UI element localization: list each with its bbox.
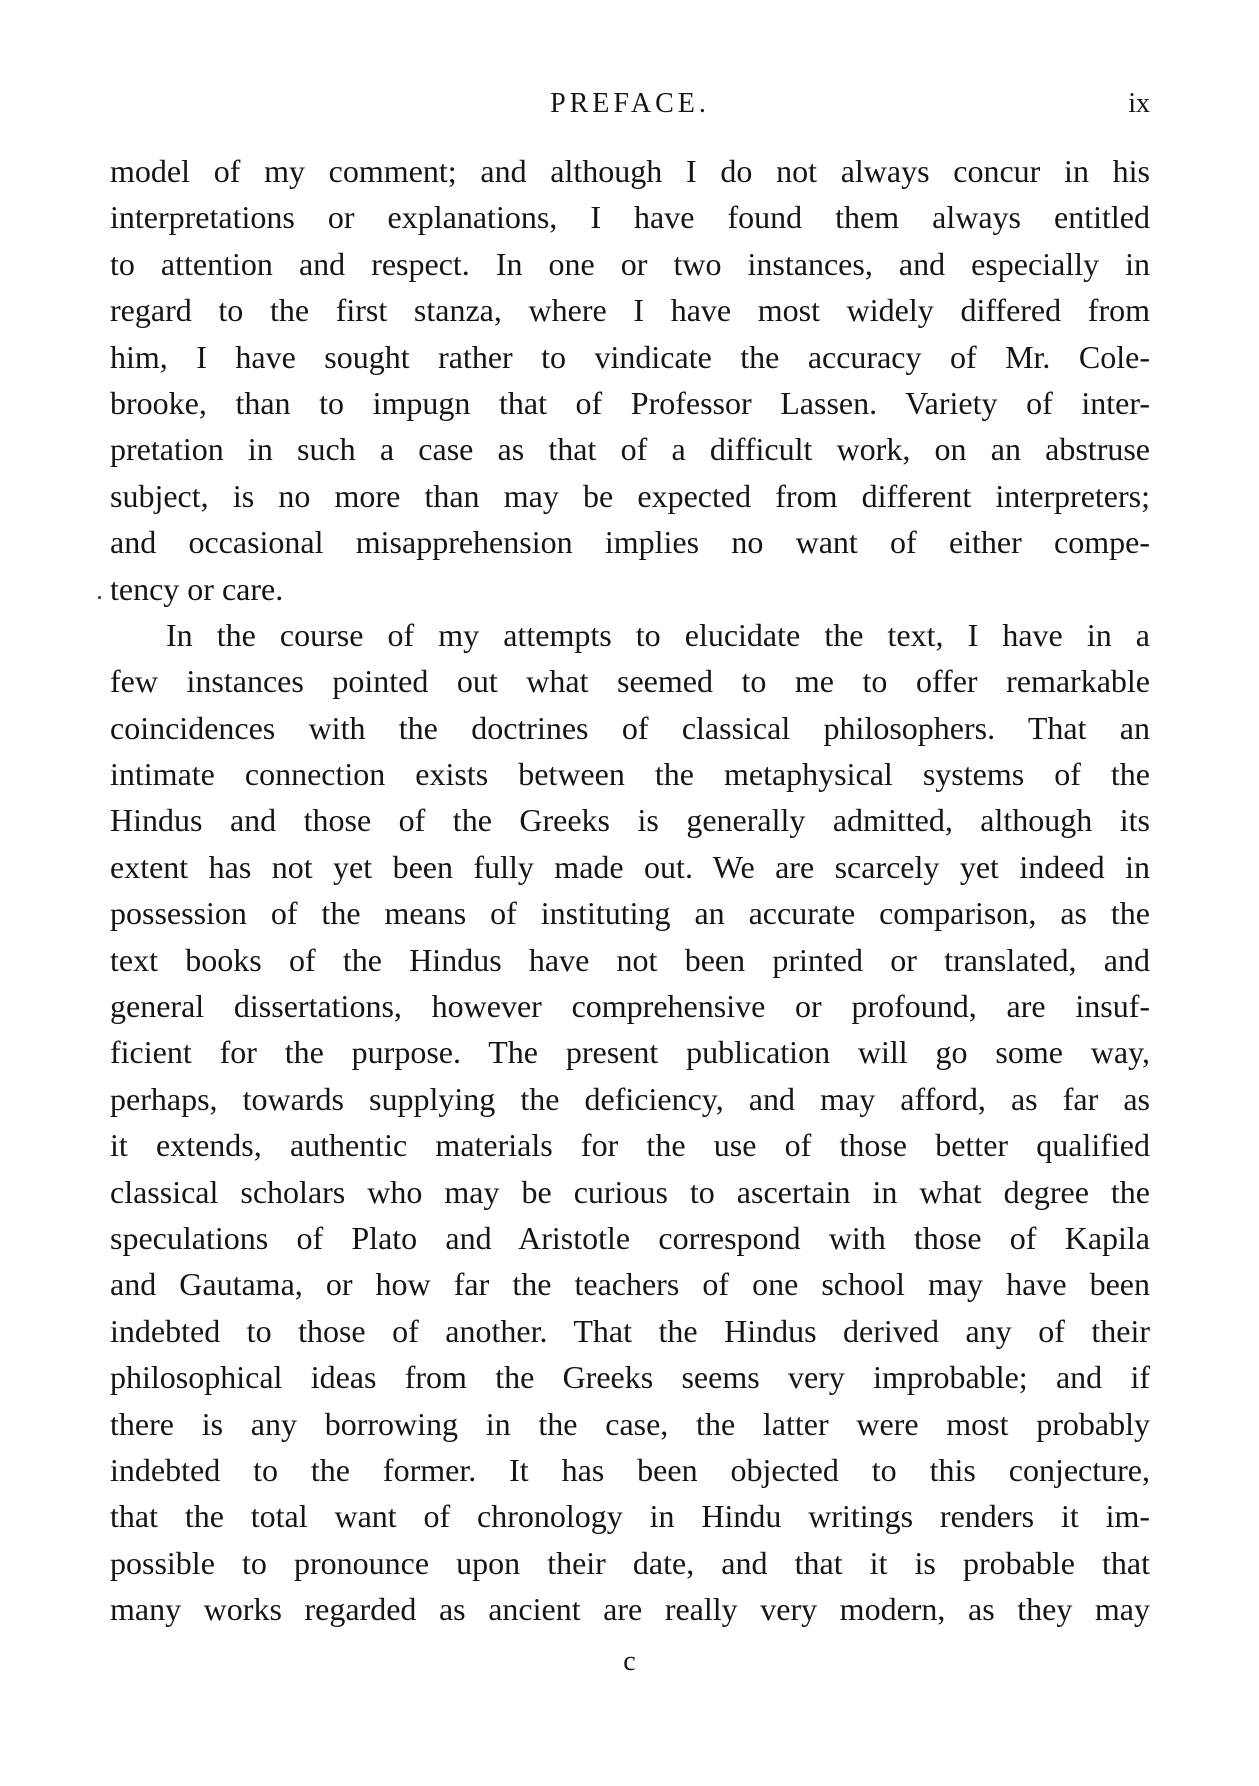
body-text	[110, 148, 1150, 1633]
text-line: that the total want of chronology in Hindu writings renders it im-	[110, 1498, 1150, 1535]
text-line: him, I have sought rather to vindicate the accuracy of Mr. Cole-	[110, 338, 1150, 375]
text-line: Hindus and those of the Greeks is generally admitted, although its	[110, 802, 1150, 839]
text-line: possible to pronounce upon their date, and that it is probable that	[110, 1544, 1150, 1581]
text-line: philosophical ideas from the Greeks seems very improbable; and if	[110, 1359, 1150, 1396]
text-line: interpretations or explanations, I have found them always entitled	[110, 199, 1150, 236]
text-line: In the course of my attempts to elucidate the text, I have in a	[166, 616, 1150, 653]
text-line: indebted to those of another. That the Hindus derived any of their	[110, 1312, 1150, 1349]
text-line: classical scholars who may be curious to ascertain in what degree the	[110, 1173, 1150, 1210]
text-line: text books of the Hindus have not been printed or translated, and	[110, 941, 1150, 978]
text-line: there is any borrowing in the case, the latter were most probably	[110, 1405, 1150, 1442]
text-line: model of my comment; and although I do not always concur in his	[110, 153, 1150, 189]
text-line: perhaps, towards supplying the deficiency, and may afford, as far as	[110, 1080, 1150, 1117]
text-line: speculations of Plato and Aristotle correspond with those of Kapila	[110, 1219, 1150, 1256]
text-line: general dissertations, however comprehensive or profound, are insuf-	[110, 988, 1150, 1025]
text-line: ficient for the purpose. The present publication will go some way,	[110, 1034, 1150, 1071]
text-line: subject, is no more than may be expected from different interpreters;	[110, 477, 1150, 514]
text-line: possession of the means of instituting an accurate comparison, as the	[110, 895, 1150, 932]
paragraph-2	[110, 612, 1150, 1633]
text-line: brooke, than to impugn that of Professor Lassen. Variety of inter-	[110, 384, 1150, 421]
text-line: extent has not yet been fully made out. We are scarcely yet indeed in	[110, 848, 1150, 885]
text-line: pretation in such a case as that of a difficult work, on an abstruse	[110, 431, 1150, 468]
text-line: few instances pointed out what seemed to me to offer remarkable	[110, 663, 1150, 700]
text-line: many works regarded as ancient are really very modern, as they may	[110, 1591, 1150, 1628]
text-line: to attention and respect. In one or two instances, and especially in	[110, 245, 1150, 282]
signature-mark: c	[623, 1646, 636, 1677]
page-number: ix	[1128, 88, 1150, 119]
text-line: it extends, authentic materials for the use of those better qualified	[110, 1127, 1150, 1164]
text-line: tency or care.	[110, 570, 284, 607]
paragraph-1	[110, 148, 1150, 612]
text-line: intimate connection exists between the metaphysical systems of the	[110, 756, 1150, 793]
stray-ink-mark	[98, 596, 101, 599]
text-line: and occasional misapprehension implies no want of either compe-	[110, 524, 1150, 561]
running-title: PREFACE.	[550, 88, 710, 119]
text-line: regard to the first stanza, where I have most widely differed from	[110, 292, 1150, 329]
text-line: and Gautama, or how far the teachers of one school may have been	[110, 1266, 1150, 1303]
text-line: indebted to the former. It has been objected to this conjecture,	[110, 1451, 1150, 1488]
text-line: coincidences with the doctrines of classical philosophers. That an	[110, 709, 1150, 746]
running-head	[110, 84, 1150, 124]
